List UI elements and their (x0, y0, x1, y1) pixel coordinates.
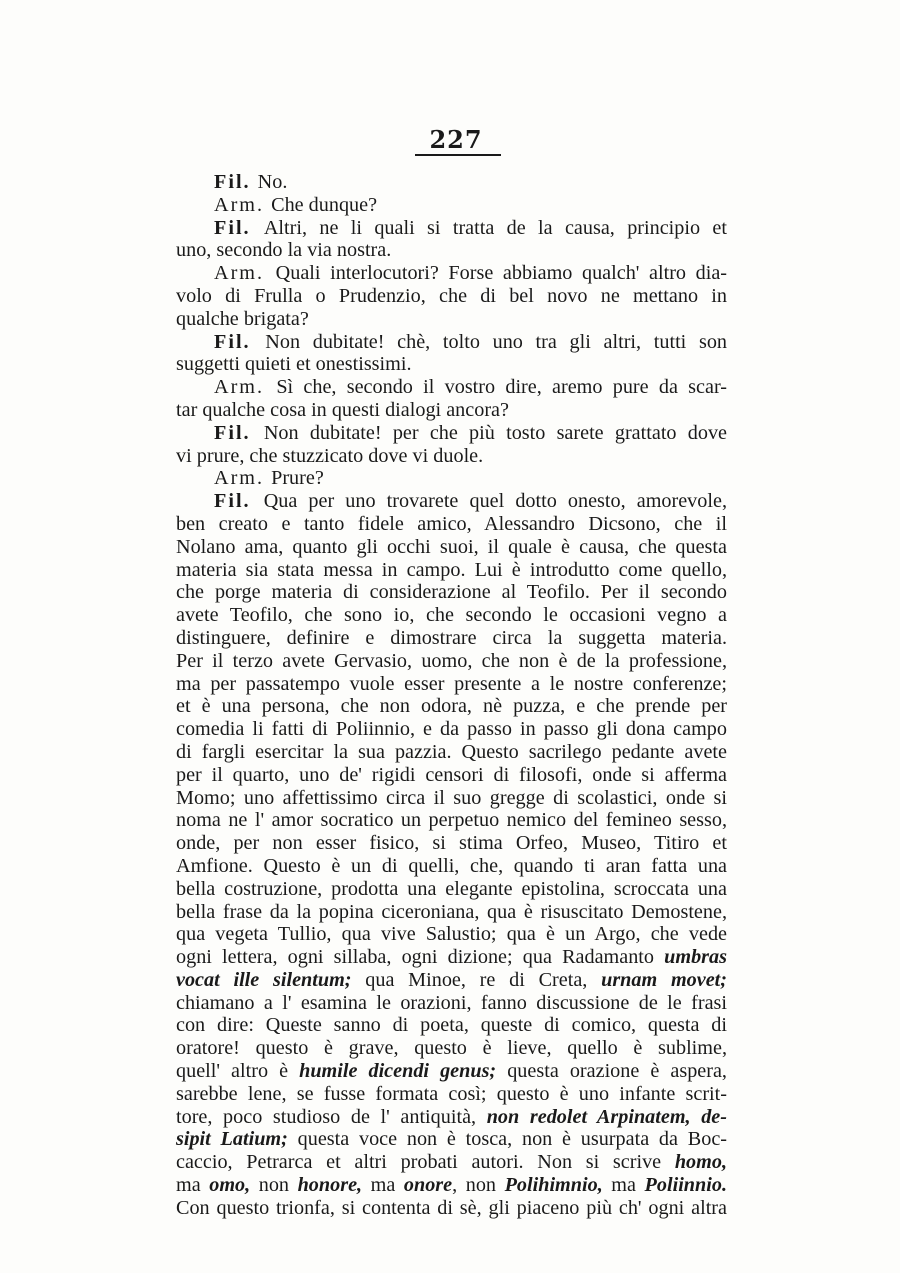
speech-line (176, 422, 727, 445)
text-segment: , non (452, 1174, 505, 1197)
speech-line (176, 331, 727, 354)
speaker-label: Fil. (214, 216, 251, 239)
speech-text: Prure? (271, 467, 324, 490)
italic-segment: humile dicendi genus; (299, 1060, 497, 1083)
speech-text: Sì che, secondo il vostro dire, aremo pure da scar- (276, 376, 727, 399)
text-line (176, 1128, 727, 1151)
text-line (176, 969, 727, 992)
text-line (176, 1106, 727, 1129)
text-segment: tar qualche cosa in questi dialogi ancora? (176, 398, 509, 421)
text-line (176, 581, 727, 604)
text-line (176, 901, 727, 924)
text-line (176, 855, 727, 878)
speech-text: Non dubitate! per che più tosto sarete grattato dove (263, 421, 727, 444)
text-segment: oratore! questo è grave, questo è lieve, quello è sublime, (176, 1037, 727, 1060)
text-line (176, 695, 727, 718)
text-line (176, 787, 727, 810)
text-segment: che porge materia di considerazione al Teofilo. Per il secondo (176, 581, 727, 604)
text-segment: questa voce non è tosca, non è usurpata da Boc- (287, 1128, 728, 1151)
text-line (176, 308, 727, 331)
text-line (176, 536, 727, 559)
text-line (176, 946, 727, 969)
speech-line (176, 467, 727, 490)
text-segment: Con questo trionfa, si contenta di sè, gli piaceno più ch' ogni altra (176, 1196, 727, 1219)
speech-text: Che dunque? (271, 193, 378, 216)
text-segment: ma (176, 1174, 210, 1197)
text-line (176, 1037, 727, 1060)
text-segment: qua vegeta Tullio, qua vive Salustio; qua è un Argo, che vede (176, 923, 727, 946)
text-segment: ma (362, 1174, 404, 1197)
text-line (176, 445, 727, 468)
text-line (176, 353, 727, 376)
italic-segment: urnam movet; (601, 968, 727, 991)
text-line (176, 239, 727, 262)
speech-line (176, 376, 727, 399)
page-number: 227 (429, 125, 483, 154)
italic-segment: sipit Latium; (176, 1128, 288, 1151)
text-segment: non (250, 1174, 298, 1197)
header-rule (415, 154, 501, 156)
text-segment: con dire: Queste sanno di poeta, queste di comico, questa di (176, 1014, 727, 1037)
text-segment: Momo; uno affettissimo circa il suo gregge di scolastici, onde si (176, 786, 727, 809)
text-segment: Nolano ama, quanto gli occhi suoi, il quale è causa, che questa (176, 535, 727, 558)
text-segment: avete Teofilo, che sono io, che secondo le occasioni vegno a (176, 604, 727, 627)
italic-segment: Polihimnio, (504, 1174, 603, 1197)
text-segment: ma per passatempo vuole esser presente a le nostre conferenze; (176, 672, 727, 695)
text-segment: materia sia stata messa in campo. Lui è introdutto come quello, (176, 558, 727, 581)
speaker-label: Arm. (214, 467, 265, 490)
text-line (176, 878, 727, 901)
text-segment: per il quarto, uno de' rigidi censori di filosofi, onde si afferma (176, 763, 727, 786)
speaker-label: Fil. (214, 490, 251, 513)
text-segment: tore, poco studioso de l' antiquità, (176, 1105, 487, 1128)
text-segment: qualche brigata? (176, 307, 309, 330)
text-segment: quell' altro è (176, 1060, 300, 1083)
text-segment: di fargli esercitar la sua pazzia. Questo sacrilego pedante avete (176, 740, 727, 763)
text-line (176, 399, 727, 422)
italic-segment: honore, (297, 1174, 363, 1197)
text-line (176, 285, 727, 308)
italic-segment: omo, (209, 1174, 251, 1197)
text-segment: Per il terzo avete Gervasio, uomo, che non è de la professione, (176, 649, 727, 672)
text-line (176, 559, 727, 582)
text-segment: noma ne l' amor socratico un perpetuo nemico del femineo sesso, (176, 809, 727, 832)
text-segment: caccio, Petrarca et altri probati autori. Non si scrive (176, 1151, 675, 1174)
text-line (176, 1197, 727, 1220)
speaker-label: Arm. (214, 193, 265, 216)
text-segment: vi prure, che stuzzicato dove vi duole. (176, 444, 484, 467)
speaker-label: Fil. (214, 171, 251, 193)
text-line (176, 992, 727, 1015)
text-segment: qua Minoe, re di Creta, (351, 968, 602, 991)
text-segment: uno, secondo la via nostra. (176, 239, 392, 262)
speech-text: Altri, ne li quali si tratta de la causa, principio et (263, 216, 727, 239)
text-segment: et è una persona, che non odora, nè puzza, e che prende per (176, 695, 727, 718)
text-line (176, 1060, 727, 1083)
text-line (176, 923, 727, 946)
dialogue-text (176, 171, 727, 1220)
italic-segment: umbras (664, 946, 727, 969)
italic-segment: Poliinnio. (644, 1174, 728, 1197)
speech-line (176, 217, 727, 240)
speech-line (176, 194, 727, 217)
speech-text: Quali interlocutori? Forse abbiamo qualch' altro dia- (275, 262, 727, 285)
text-line (176, 741, 727, 764)
text-segment: chiamano a l' esamina le orazioni, fanno discussione de le frasi (176, 991, 727, 1014)
speech-line (176, 262, 727, 285)
text-segment: Amfione. Questo è un di quelli, che, quando ti aran fatta una (176, 854, 727, 877)
speaker-label: Fil. (214, 330, 251, 353)
text-line (176, 627, 727, 650)
text-line (176, 809, 727, 832)
text-line (176, 650, 727, 673)
speech-text: No. (257, 171, 288, 193)
speech-line (176, 171, 727, 194)
italic-segment: homo, (674, 1151, 727, 1174)
text-segment: sarebbe lene, se fusse formata così; questo è uno infante scrit- (176, 1082, 727, 1105)
text-line (176, 673, 727, 696)
italic-segment: vocat ille silentum; (176, 968, 352, 991)
text-segment: bella costruzione, prodotta una elegante epistolina, scroccata una (176, 877, 727, 900)
speaker-label: Arm. (214, 376, 265, 399)
text-line (176, 764, 727, 787)
speech-text: Qua per uno trovarete quel dotto onesto, amorevole, (263, 490, 727, 513)
text-line (176, 832, 727, 855)
text-segment: ogni lettera, ogni sillaba, ogni dizione; qua Radamanto (176, 946, 665, 969)
text-line (176, 718, 727, 741)
text-segment: bella frase da la popina ciceroniana, qua è risuscitato Demostene, (176, 900, 727, 923)
text-segment: onde, per non esser fisico, si stima Orfeo, Museo, Titiro et (176, 832, 727, 855)
text-line (176, 1151, 727, 1174)
text-segment: suggetti quieti et onestissimi. (176, 353, 412, 376)
text-line (176, 1014, 727, 1037)
text-line (176, 1083, 727, 1106)
text-segment: questa orazione è aspera, (496, 1060, 727, 1083)
text-line (176, 604, 727, 627)
text-segment: distinguere, definire e dimostrare circa la suggetta materia. (176, 626, 727, 649)
text-segment: volo di Frulla o Prudenzio, che di bel novo ne mettano in (176, 284, 727, 307)
text-line (176, 1174, 727, 1197)
text-segment: ma (602, 1174, 645, 1197)
text-segment: comedia li fatti di Poliinnio, e da passo in passo gli dona campo (176, 718, 727, 741)
speaker-label: Fil. (214, 421, 251, 444)
italic-segment: onore (403, 1174, 453, 1197)
text-segment: ben creato e tanto fidele amico, Alessandro Dicsono, che il (176, 512, 727, 535)
speech-text: Non dubitate! chè, tolto uno tra gli altri, tutti son (265, 330, 728, 353)
speaker-label: Arm. (214, 262, 265, 285)
speech-line (176, 490, 727, 513)
italic-segment: non redolet Arpinatem, de- (486, 1105, 727, 1128)
text-line (176, 513, 727, 536)
